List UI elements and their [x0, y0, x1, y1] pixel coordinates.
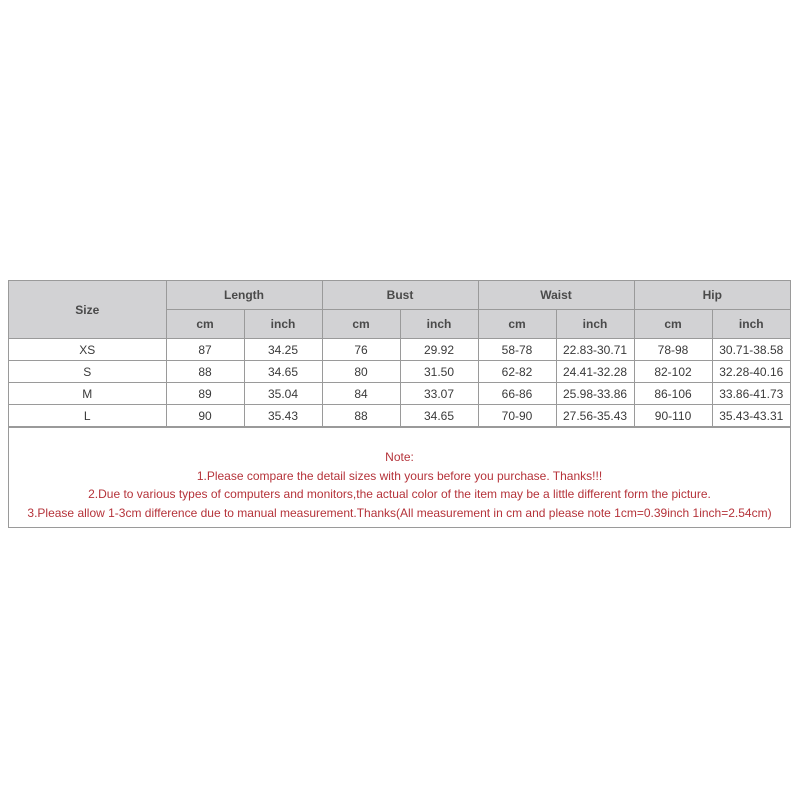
table-cell: 30.71-38.58 [712, 339, 790, 361]
size-cell: L [9, 405, 166, 427]
table-cell: 29.92 [400, 339, 478, 361]
note-line-2: 2.Due to various types of computers and monitors,the actual color of the item may be a little different form the picture. [88, 487, 711, 501]
table-cell: 80 [322, 361, 400, 383]
length-inch-header: inch [244, 310, 322, 339]
size-column-header: Size [9, 281, 166, 339]
table-cell: 33.86-41.73 [712, 383, 790, 405]
table-row [9, 383, 790, 405]
table-cell: 89 [166, 383, 244, 405]
table-cell: 34.65 [400, 405, 478, 427]
table-cell: 84 [322, 383, 400, 405]
size-cell: M [9, 383, 166, 405]
table-cell: 58-78 [478, 339, 556, 361]
bust-cm-header: cm [322, 310, 400, 339]
table-cell: 24.41-32.28 [556, 361, 634, 383]
size-cell: XS [9, 339, 166, 361]
table-cell: 34.25 [244, 339, 322, 361]
note-line-3: 3.Please allow 1-3cm difference due to manual measurement.Thanks(All measurement in cm and please note 1cm=0.39inch 1inch=2.54cm) [27, 505, 772, 520]
table-cell: 86-106 [634, 383, 712, 405]
table-cell: 88 [322, 405, 400, 427]
note-line-1: 1.Please compare the detail sizes with yours before you purchase. Thanks!!! [196, 468, 603, 483]
table-row [9, 405, 790, 427]
table-cell: 34.65 [244, 361, 322, 383]
table-cell: 66-86 [478, 383, 556, 405]
table-cell: 25.98-33.86 [556, 383, 634, 405]
hip-inch-header: inch [712, 310, 790, 339]
waist-group-header: Waist [478, 281, 634, 310]
hip-group-header: Hip [634, 281, 790, 310]
table-cell: 22.83-30.71 [556, 339, 634, 361]
table-cell: 76 [322, 339, 400, 361]
header-group-row [9, 281, 790, 310]
table-cell: 32.28-40.16 [712, 361, 790, 383]
length-cm-header: cm [166, 310, 244, 339]
table-row [9, 339, 790, 361]
table-cell: 31.50 [400, 361, 478, 383]
table-cell: 35.04 [244, 383, 322, 405]
length-group-header: Length [166, 281, 322, 310]
table-header [9, 281, 790, 339]
table-cell: 88 [166, 361, 244, 383]
table-cell: 90 [166, 405, 244, 427]
table-cell: 78-98 [634, 339, 712, 361]
waist-cm-header: cm [478, 310, 556, 339]
table-cell: 35.43 [244, 405, 322, 427]
table-body [9, 339, 790, 427]
table-cell: 27.56-35.43 [556, 405, 634, 427]
waist-inch-header: inch [556, 310, 634, 339]
size-chart [8, 280, 791, 528]
table-cell: 87 [166, 339, 244, 361]
hip-cm-header: cm [634, 310, 712, 339]
table-cell: 33.07 [400, 383, 478, 405]
table-cell: 62-82 [478, 361, 556, 383]
table-cell: 70-90 [478, 405, 556, 427]
bust-inch-header: inch [400, 310, 478, 339]
table-row [9, 361, 790, 383]
size-table [9, 281, 790, 427]
table-cell: 82-102 [634, 361, 712, 383]
size-cell: S [9, 361, 166, 383]
notes-section [9, 427, 790, 527]
notes-title: Note: [385, 450, 414, 464]
table-cell: 90-110 [634, 405, 712, 427]
bust-group-header: Bust [322, 281, 478, 310]
table-cell: 35.43-43.31 [712, 405, 790, 427]
